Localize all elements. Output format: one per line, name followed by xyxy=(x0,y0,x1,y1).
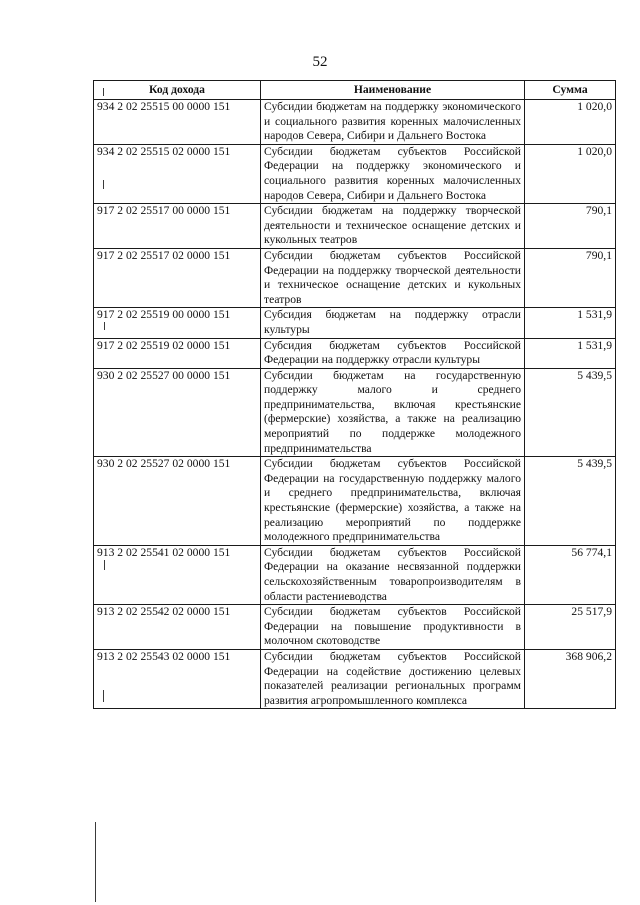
revenue-name: Субсидия бюджетам субъектов Российской Федерации на поддержку отрасли культуры xyxy=(261,338,525,368)
revenue-code: 934 2 02 25515 02 0000 151 xyxy=(94,144,261,203)
table-row xyxy=(94,457,616,546)
revenue-code: 917 2 02 25517 02 0000 151 xyxy=(94,248,261,307)
table-row xyxy=(94,144,616,203)
revenue-name: Субсидии бюджетам на государственную поддержку малого и среднего предпринимательства, включая крестьянские (фермерские) хозяйства, а также на реализацию мероприятий по поддержке молодежного предпринимательства xyxy=(261,368,525,457)
table-row xyxy=(94,100,616,145)
revenue-code: 917 2 02 25519 00 0000 151 xyxy=(94,308,261,338)
revenue-sum: 25 517,9 xyxy=(525,605,616,650)
revenue-sum: 1 020,0 xyxy=(525,144,616,203)
revenue-code: 934 2 02 25515 00 0000 151 xyxy=(94,100,261,145)
revenue-code: 917 2 02 25517 00 0000 151 xyxy=(94,204,261,249)
revenue-name: Субсидии бюджетам субъектов Российской Федерации на поддержку экономического и социального развития коренных малочисленных народов Севера, Сибири и Дальнего Востока xyxy=(261,144,525,203)
revenue-sum: 1 531,9 xyxy=(525,308,616,338)
revenue-sum: 56 774,1 xyxy=(525,545,616,604)
table-row xyxy=(94,545,616,604)
header-name: Наименование xyxy=(261,81,525,100)
revenue-sum: 5 439,5 xyxy=(525,457,616,546)
revenue-name: Субсидии бюджетам субъектов Российской Федерации на содействие достижению целевых показателей реализации региональных программ развития агропромышленного комплекса xyxy=(261,649,525,708)
table-row xyxy=(94,368,616,457)
revenue-sum: 790,1 xyxy=(525,204,616,249)
table-row xyxy=(94,605,616,650)
revenue-code: 930 2 02 25527 00 0000 151 xyxy=(94,368,261,457)
header-sum: Сумма xyxy=(525,81,616,100)
page-number: 52 xyxy=(312,54,328,70)
revenue-code: 913 2 02 25542 02 0000 151 xyxy=(94,605,261,650)
revenue-name: Субсидии бюджетам субъектов Российской Федерации на повышение продуктивности в молочном скотоводстве xyxy=(261,605,525,650)
revenue-name: Субсидии бюджетам субъектов Российской Федерации на оказание несвязанной поддержки сельскохозяйственным товаропроизводителям в области растениеводства xyxy=(261,545,525,604)
revenue-sum: 1 020,0 xyxy=(525,100,616,145)
revenue-code: 930 2 02 25527 02 0000 151 xyxy=(94,457,261,546)
table-row xyxy=(94,248,616,307)
table-row xyxy=(94,649,616,708)
revenue-sum: 1 531,9 xyxy=(525,338,616,368)
header-code: Код дохода xyxy=(94,81,261,100)
revenue-name: Субсидии бюджетам субъектов Российской Федерации на государственную поддержку малого и среднего предпринимательства, включая крестьянские (фермерские) хозяйства, а также на реализацию мероприятий по поддержке молодежного предпринимательства xyxy=(261,457,525,546)
revenue-name: Субсидии бюджетам на поддержку творческой деятельности и техническое оснащение детских и кукольных театров xyxy=(261,204,525,249)
revenue-table xyxy=(93,80,616,709)
revenue-name: Субсидии бюджетам на поддержку экономического и социального развития коренных малочисленных народов Севера, Сибири и Дальнего Востока xyxy=(261,100,525,145)
revenue-sum: 368 906,2 xyxy=(525,649,616,708)
table-header-row xyxy=(94,81,616,100)
table-row xyxy=(94,338,616,368)
revenue-name: Субсидия бюджетам на поддержку отрасли культуры xyxy=(261,308,525,338)
table-row xyxy=(94,204,616,249)
revenue-code: 913 2 02 25543 02 0000 151 xyxy=(94,649,261,708)
revenue-name: Субсидии бюджетам субъектов Российской Федерации на поддержку творческой деятельности и техническое оснащение детских и кукольных театров xyxy=(261,248,525,307)
revenue-code: 913 2 02 25541 02 0000 151 xyxy=(94,545,261,604)
revenue-sum: 5 439,5 xyxy=(525,368,616,457)
table-row xyxy=(94,308,616,338)
revenue-code: 917 2 02 25519 02 0000 151 xyxy=(94,338,261,368)
revenue-sum: 790,1 xyxy=(525,248,616,307)
scan-artifact-line xyxy=(95,822,96,902)
